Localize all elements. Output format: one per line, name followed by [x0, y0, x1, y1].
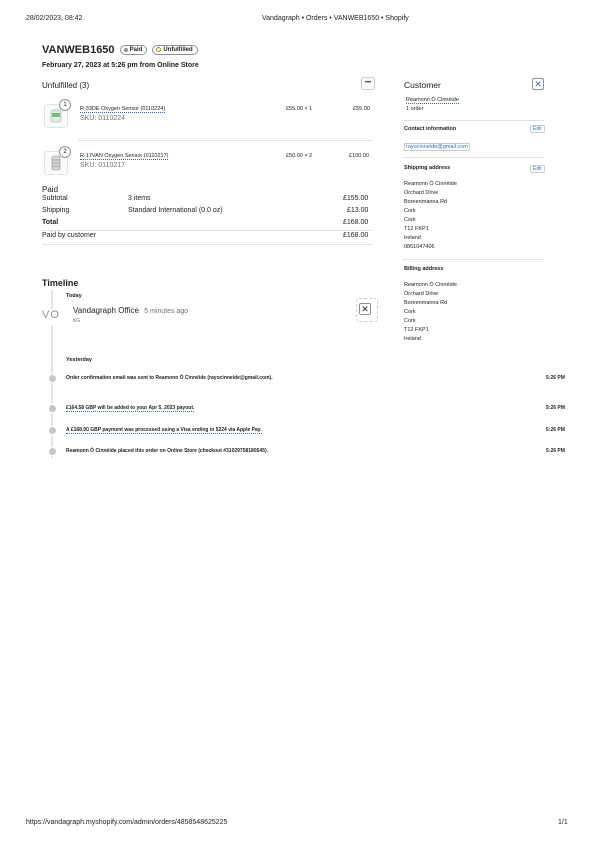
timeline-event-time: 5:26 PM [546, 448, 565, 454]
shipping-amount: £13.00 [347, 207, 369, 214]
timeline-event: Order confirmation email was sent to Reamonn Ó Cinnéide (rayocinneide@gmail.com). [66, 375, 273, 381]
shipping-desc: Standard International (0.0 oz) [128, 207, 223, 214]
subtotal-label: Subtotal [42, 195, 68, 202]
print-page-number: 1/1 [558, 819, 568, 826]
print-page-title: Vandagraph • Orders • VANWEB1650 • Shopify [262, 15, 409, 22]
unfulfilled-title: Unfulfilled (3) [42, 81, 90, 90]
timeline-dot-icon [48, 447, 57, 456]
item-name-link[interactable]: R-33DE Oxygen Sensor (0110224) [80, 106, 166, 112]
item-sku: SKU: 0110224 [80, 115, 126, 122]
total-label: Total [42, 219, 59, 226]
timeline-yesterday: Yesterday [66, 357, 92, 363]
paid-by-customer-amount: £168.00 [343, 232, 369, 239]
shipping-label: Shipping [42, 207, 70, 214]
paid-by-customer-label: Paid by customer [42, 232, 97, 239]
divider [42, 230, 372, 231]
timeline-dot-icon [48, 374, 57, 383]
item-sku: SKU: 0110217 [80, 162, 126, 169]
timeline-event-time: 5:26 PM [546, 375, 565, 381]
comment-author: Vandagraph Office 5 minutes ago [73, 306, 189, 315]
timeline-event[interactable]: £164.58 GBP will be added to your Apr 5, 2023 payout. [66, 405, 195, 411]
order-id: VANWEB1650 [42, 44, 115, 56]
customer-orders: 1 order [406, 106, 424, 112]
timeline-today: Today [66, 293, 82, 299]
edit-shipping-button[interactable]: Edit [530, 165, 545, 173]
divider [402, 259, 544, 260]
total-amount: £168.00 [343, 219, 369, 226]
item-qty-badge: 1 [59, 99, 71, 111]
item-qty-badge: 2 [59, 146, 71, 158]
timeline-dot-icon [48, 404, 57, 413]
divider [42, 244, 372, 245]
item-price: £50.00 × 2 [286, 153, 313, 159]
billing-title: Billing address [404, 266, 444, 272]
edit-contact-button[interactable]: Edit [530, 125, 545, 133]
print-url: https://vandagraph.myshopify.com/admin/orders/4858548625225 [26, 819, 228, 826]
timeline-event-time: 5:26 PM [546, 427, 565, 433]
contact-title: Contact information [404, 126, 457, 132]
paid-badge: Paid [120, 45, 148, 55]
unfulfilled-badge: Unfulfilled [152, 45, 197, 55]
order-header [42, 44, 198, 56]
subtotal-desc: 3 items [128, 195, 151, 202]
timeline-event-time: 5:26 PM [546, 405, 565, 411]
item-name-link[interactable]: R-17VAN Oxygen Sensor (0110217) [80, 153, 169, 159]
avatar: VO [42, 309, 62, 325]
unfulfilled-dot-icon [156, 47, 161, 52]
timeline-event[interactable]: A £168.00 GBP payment was processed using a Visa ending in 5224 via Apple Pay. [66, 427, 262, 433]
comment-text: KG [73, 318, 81, 324]
billing-address: Reamonn Ó Cinnéide Orchard Drive Boreenmanna Rd Cork Cork T12 FKP1 Ireland [404, 282, 457, 342]
divider [402, 120, 544, 121]
customer-name-link[interactable]: Reamonn Ó Cinnéide [406, 97, 459, 103]
close-icon[interactable]: ✕ [532, 78, 544, 90]
item-price: £55.00 × 1 [286, 106, 313, 112]
item-total: £55.00 [353, 106, 370, 112]
divider [78, 140, 372, 141]
comment-time: 5 minutes ago [144, 308, 189, 315]
paid-title: Paid [42, 185, 59, 194]
timeline-event: Reamonn Ó Cinnéide placed this order on Online Store (checkout #31029758180545). [66, 448, 269, 454]
divider [402, 157, 544, 158]
print-datetime: 28/02/2023, 08:42 [26, 15, 83, 22]
order-subtitle: February 27, 2023 at 5:26 pm from Online Store [42, 62, 199, 69]
customer-email-link[interactable]: rayocinneide@gmail.com [406, 144, 468, 150]
close-icon[interactable]: ✕ [359, 303, 371, 315]
shipping-address: Reamonn Ó Cinnéide Orchard Drive Boreenmanna Rd Cork Cork T12 FKP1 Ireland 0861047406 [404, 181, 457, 250]
timeline-dot-icon [48, 426, 57, 435]
shipping-title: Shipping address [404, 165, 451, 171]
item-total: £100.00 [349, 153, 369, 159]
timeline-title: Timeline [42, 278, 79, 288]
paid-dot-icon [124, 48, 128, 52]
customer-title: Customer [404, 80, 441, 90]
more-actions-icon[interactable]: ••• [361, 77, 375, 90]
subtotal-amount: £155.00 [343, 195, 369, 202]
